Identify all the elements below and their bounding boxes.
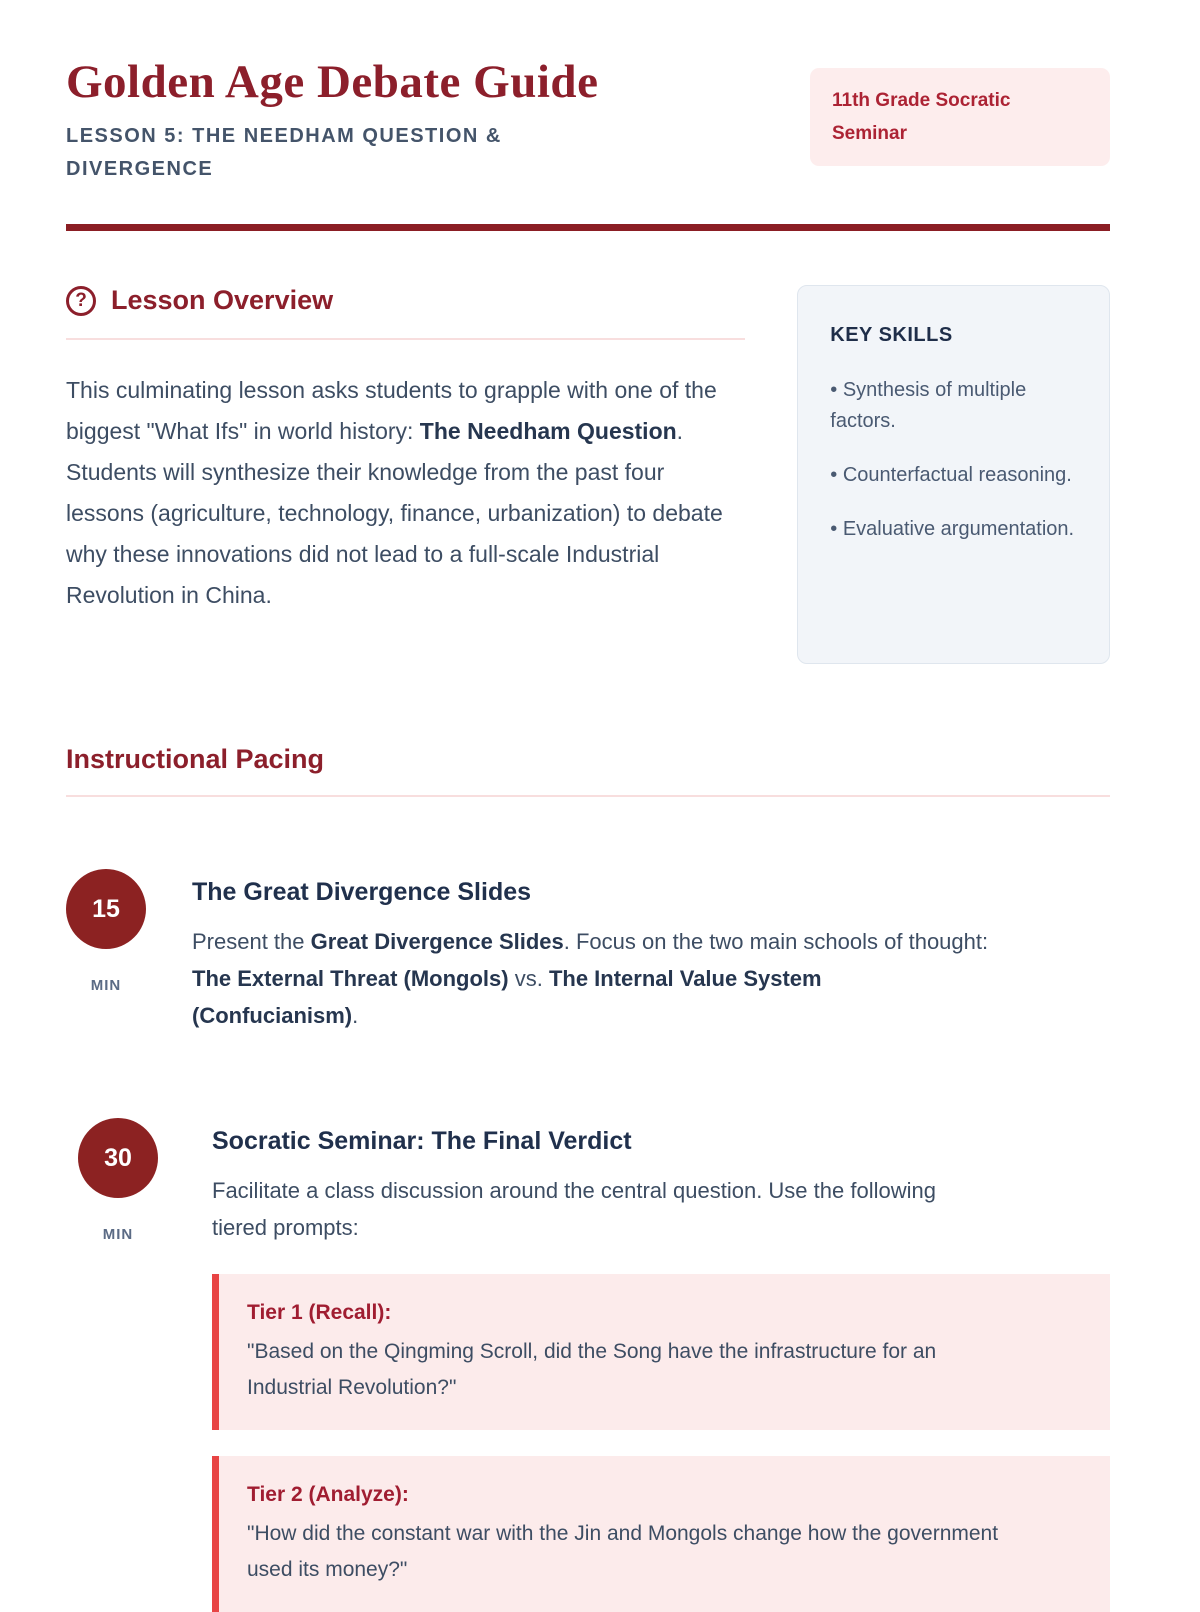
pacing-item-body: Facilitate a class discussion around the central question. Use the following tiered prompts: [212, 1178, 936, 1240]
pacing-item [78, 1118, 1110, 1612]
pacing-duration-block [66, 869, 146, 1034]
overview-heading [66, 285, 745, 316]
pacing-item-content [212, 1118, 1110, 1612]
page-title: Golden Age Debate Guide [66, 56, 599, 108]
pacing-duration-block [78, 1118, 158, 1612]
lesson-guide-page [66, 0, 1110, 1612]
header-titles [66, 56, 626, 186]
tier-prompt-box [212, 1456, 1110, 1612]
tier-prompt-label: Tier 1 (Recall): [247, 1301, 392, 1324]
pacing-item-title: The Great Divergence Slides [192, 878, 532, 906]
duration-unit-label: MIN [90, 977, 122, 994]
header-rule [66, 224, 1110, 231]
skill-item: • Counterfactual reasoning. [830, 460, 1077, 491]
overview-paragraph: This culminating lesson asks students to grapple with one of the biggest "What Ifs" in world history: The Needham Question. Students will synthesize their knowledge from the past four lessons (agriculture, technology, finance, urbanization) to debate why these innovations did not lead to a full-scale Industrial Revolution in China. [66, 377, 723, 608]
key-skills-card [797, 285, 1110, 664]
overview-main-column [66, 285, 745, 664]
pacing-section [66, 744, 1110, 1612]
header [66, 56, 1110, 186]
pacing-divider [66, 795, 1110, 797]
overview-divider [66, 338, 745, 340]
key-skills-heading: KEY SKILLS [830, 324, 953, 346]
pacing-item-title: Socratic Seminar: The Final Verdict [212, 1127, 632, 1155]
tier-prompt-label: Tier 2 (Analyze): [247, 1483, 409, 1506]
question-circle-icon: ? [66, 286, 96, 316]
pacing-item-content [192, 869, 1110, 1034]
tier-prompt-box [212, 1274, 1110, 1430]
skill-item: • Synthesis of multiple factors. [830, 375, 1077, 437]
pacing-heading-label: Instructional Pacing [66, 744, 325, 774]
page-subtitle: LESSON 5: THE NEEDHAM QUESTION & DIVERGENCE [66, 125, 502, 180]
overview-heading-label: Lesson Overview [111, 285, 334, 315]
skill-item: • Evaluative argumentation. [830, 514, 1077, 545]
pacing-heading [66, 744, 1110, 775]
duration-badge: 15 [66, 869, 146, 949]
tier-prompt-text: "How did the constant war with the Jin and Mongols change how the government used its money?" [247, 1522, 999, 1581]
overview-section [66, 285, 1110, 664]
pacing-item [66, 869, 1110, 1034]
pacing-item-body: Present the Great Divergence Slides. Focus on the two main schools of thought: The External Threat (Mongols) vs. The Internal Value System (Confucianism). [192, 929, 989, 1028]
tier-prompts [212, 1274, 1110, 1612]
duration-badge: 30 [78, 1118, 158, 1198]
tier-prompt-text: "Based on the Qingming Scroll, did the Song have the infrastructure for an Industrial Revolution?" [247, 1340, 937, 1399]
grade-badge: 11th Grade Socratic Seminar [810, 68, 1110, 166]
duration-unit-label: MIN [102, 1226, 134, 1243]
